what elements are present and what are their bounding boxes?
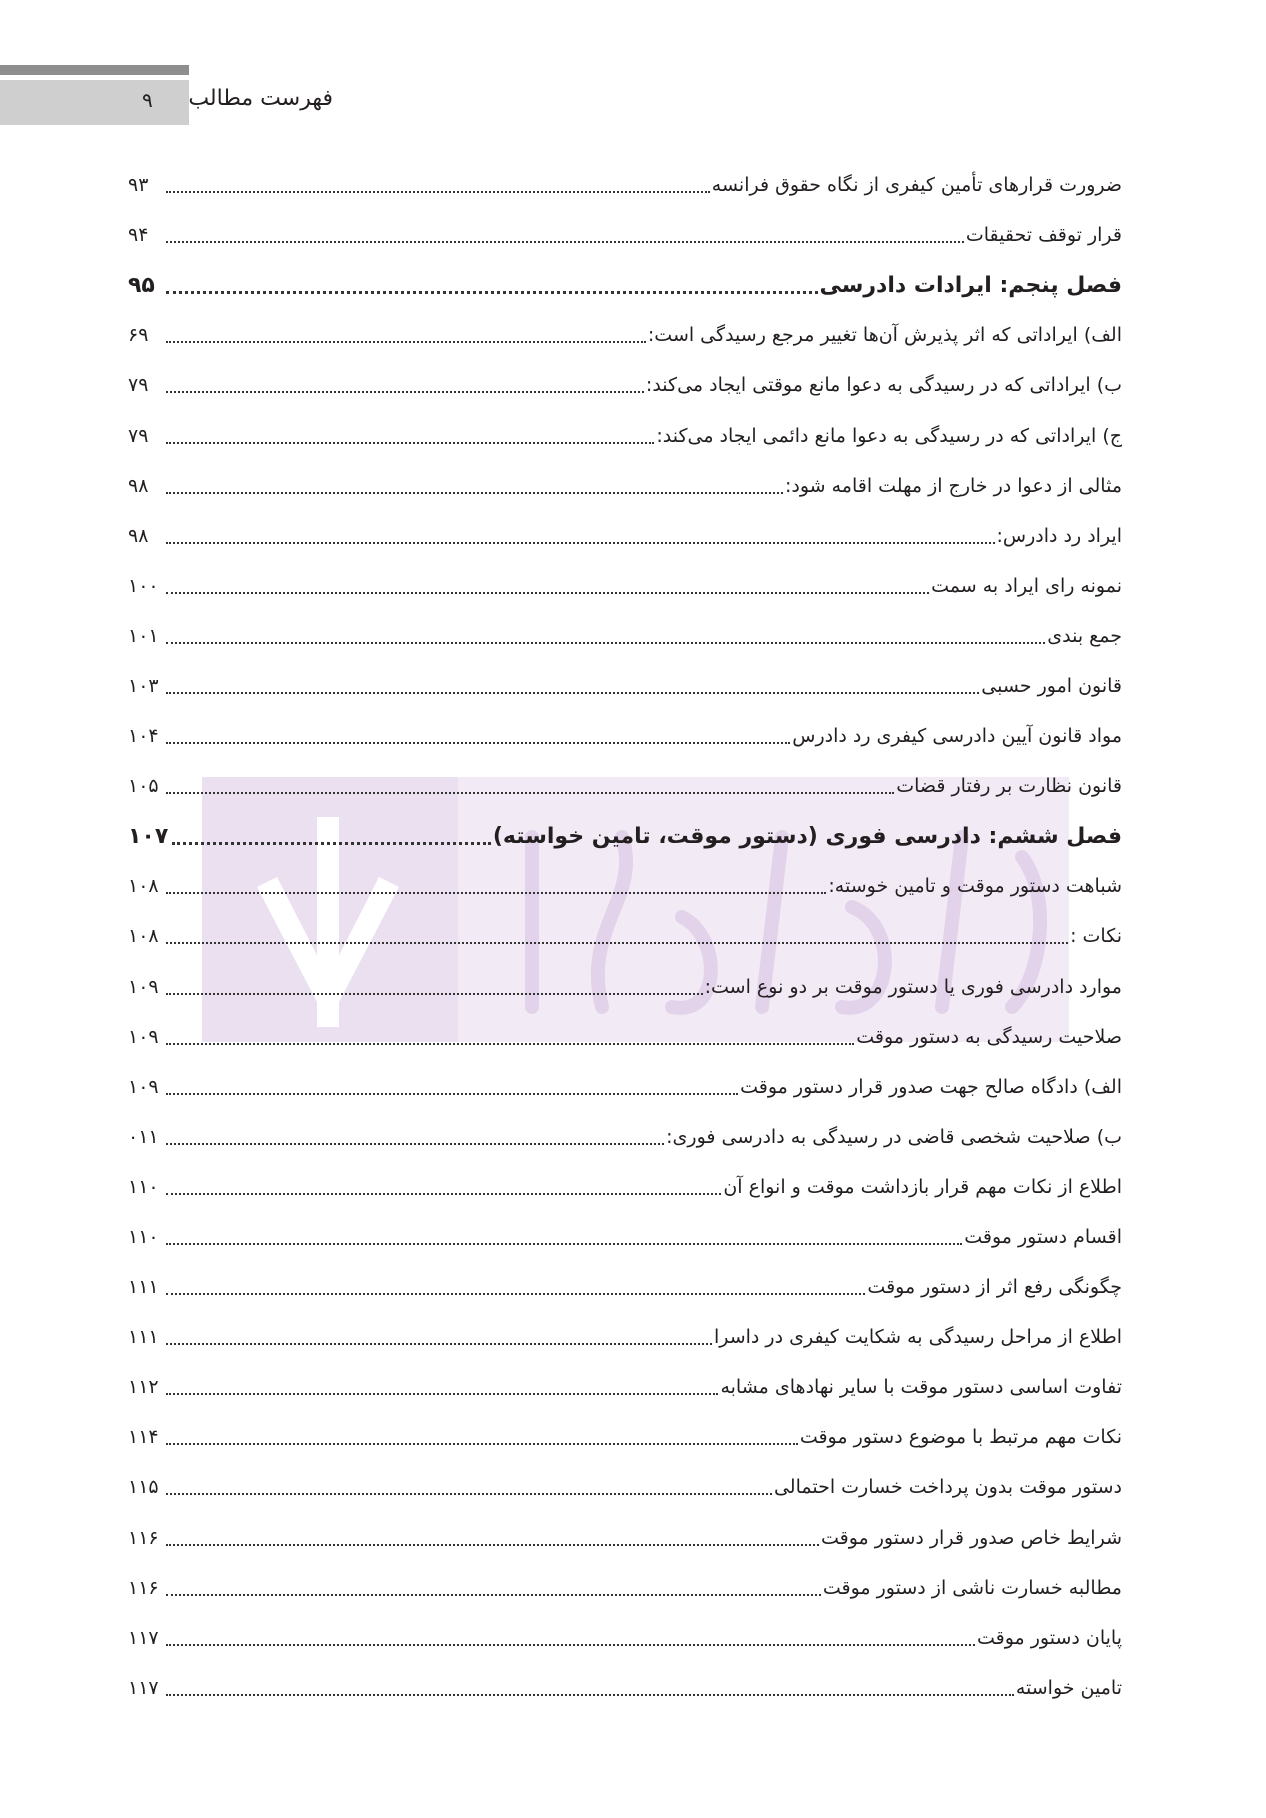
toc-entry[interactable]	[128, 360, 1122, 410]
toc-entry[interactable]	[128, 1462, 1122, 1512]
dot-leader	[166, 1443, 798, 1445]
toc-entry-page: ۱۱۶	[128, 1576, 159, 1599]
toc-entry[interactable]	[128, 711, 1122, 761]
dot-leader	[166, 1243, 962, 1245]
toc-entry-title: شرایط خاص صدور قرار دستور موقت	[820, 1526, 1122, 1549]
toc-entry-page: ۱۱۰	[128, 1226, 159, 1249]
toc-entry-title: قرار توقف تحقیقات	[965, 224, 1122, 247]
dot-leader	[166, 942, 1068, 944]
toc-entry[interactable]	[128, 1563, 1122, 1613]
toc-entry-title: اطلاع از مراحل رسیدگی به شکایت کیفری در داسرا	[713, 1326, 1122, 1349]
toc-entry-title: ضرورت قرارهای تأمین کیفری از نگاه حقوق فرانسه	[711, 174, 1122, 197]
toc-entry[interactable]	[128, 1112, 1122, 1162]
toc-entry-page: ۰۱۱	[128, 1125, 159, 1148]
toc-entry-page: ۷۹	[128, 374, 149, 397]
toc-entry[interactable]	[128, 661, 1122, 711]
header-page-box	[0, 80, 189, 125]
toc-entry-title: ایراد رد دادرس:	[996, 524, 1122, 547]
toc-entry-title: صلاحیت رسیدگی به دستور موقت	[856, 1025, 1122, 1048]
toc-entry-page: ۱۰۵	[128, 775, 159, 798]
toc-entry-title: ج) ایراداتی که در رسیدگی به دعوا مانع دائمی ایجاد می‌کند:	[656, 424, 1122, 447]
toc-entry-page: ۱۱۷	[128, 1626, 159, 1649]
dot-leader	[166, 1043, 854, 1045]
dot-leader	[166, 792, 894, 794]
dot-leader	[166, 742, 790, 744]
toc-entry-page: ۱۱۷	[128, 1676, 159, 1699]
toc-entry-title: تامین خواسته	[1015, 1676, 1122, 1699]
toc-entry[interactable]	[128, 911, 1122, 961]
toc-entry-page: ۱۱۴	[128, 1426, 159, 1449]
toc-entry[interactable]	[128, 461, 1122, 511]
toc-entry-page: ۱۱۰	[128, 1175, 159, 1198]
toc-entry-title: نکات مهم مرتبط با موضوع دستور موقت	[799, 1426, 1122, 1449]
toc-entry-title: مثالی از دعوا در خارج از مهلت اقامه شود:	[784, 474, 1122, 497]
toc-entry-title: اطلاع از نکات مهم قرار بازداشت موقت و انواع آن	[723, 1175, 1122, 1198]
dot-leader	[166, 442, 654, 444]
dot-leader	[166, 1293, 865, 1295]
toc-entry[interactable]	[128, 1212, 1122, 1262]
dot-leader	[166, 1544, 819, 1546]
dot-leader	[166, 1493, 772, 1495]
dot-leader	[166, 1644, 975, 1646]
toc-entry-page: ۱۰۹	[128, 975, 159, 998]
dot-leader	[166, 241, 964, 243]
toc-entry-title: چگونگی رفع اثر از دستور موقت	[867, 1276, 1122, 1299]
toc-entry[interactable]	[128, 611, 1122, 661]
toc-entry-page: ۱۰۱	[128, 624, 159, 647]
running-header-title: فهرست مطالب	[188, 86, 333, 111]
toc-entry-title: نکات :	[1070, 925, 1122, 948]
toc-entry-title: قانون نظارت بر رفتار قضات	[896, 775, 1122, 798]
toc-entry-page: ۱۱۶	[128, 1526, 159, 1549]
toc-entry-title: مطالبه خسارت ناشی از دستور موقت	[822, 1576, 1122, 1599]
toc-entry-page: ۹۸	[128, 524, 149, 547]
toc-entry[interactable]	[128, 1613, 1122, 1663]
toc-entry[interactable]	[128, 1312, 1122, 1362]
toc-entry-page: ۹۴	[128, 224, 149, 247]
dot-leader	[166, 1393, 718, 1395]
toc-entry[interactable]	[128, 561, 1122, 611]
toc-entry[interactable]	[128, 310, 1122, 360]
toc-entry[interactable]	[128, 861, 1122, 911]
header-decor-bar	[0, 65, 189, 75]
toc-entry-page: ۱۰۹	[128, 1025, 159, 1048]
dot-leader	[166, 1093, 738, 1095]
toc-entry[interactable]	[128, 160, 1122, 210]
dot-leader	[166, 341, 646, 343]
toc-entry-title: قانون امور حسبی	[981, 674, 1122, 697]
dot-leader	[166, 191, 710, 193]
toc-entry-page: ۹۵	[128, 272, 155, 298]
toc-entry[interactable]	[128, 410, 1122, 460]
toc-entry[interactable]	[128, 761, 1122, 811]
dot-leader	[166, 993, 703, 995]
toc-entry-page: ۷۹	[128, 424, 149, 447]
toc-entry-page: ۱۰۸	[128, 925, 159, 948]
toc-entry-page: ۱۱۵	[128, 1476, 159, 1499]
toc-entry[interactable]	[128, 1663, 1122, 1713]
dot-leader	[172, 842, 491, 845]
toc-entry[interactable]	[128, 1062, 1122, 1112]
dot-leader	[166, 692, 979, 694]
toc-entry[interactable]	[128, 1262, 1122, 1312]
dot-leader	[166, 642, 1045, 644]
table-of-contents	[128, 160, 1122, 1713]
toc-entry-page: ۱۰۳	[128, 674, 159, 697]
dot-leader	[166, 1143, 664, 1145]
dot-leader	[166, 592, 929, 594]
toc-entry-title: جمع بندی	[1047, 624, 1122, 647]
dot-leader	[166, 1343, 712, 1345]
toc-entry-title: تفاوت اساسی دستور موقت با سایر نهادهای مشابه	[720, 1376, 1122, 1399]
toc-entry-title: اقسام دستور موقت	[964, 1226, 1122, 1249]
toc-entry-page: ۱۰۸	[128, 875, 159, 898]
toc-entry[interactable]	[128, 1012, 1122, 1062]
toc-entry-title: نمونه رای ایراد به سمت	[931, 574, 1122, 597]
dot-leader	[166, 291, 818, 294]
dot-leader	[166, 542, 995, 544]
toc-entry-title: فصل پنجم: ایرادات دادرسی	[819, 272, 1122, 298]
toc-entry-page: ۶۹	[128, 324, 149, 347]
toc-entry[interactable]	[128, 511, 1122, 561]
toc-entry-title: شباهت دستور موقت و تامین خوسته:	[828, 875, 1122, 898]
toc-entry[interactable]	[128, 1412, 1122, 1462]
toc-entry-page: ۱۱۲	[128, 1376, 159, 1399]
toc-entry-title: الف) ایراداتی که اثر پذیرش آن‌ها تغییر مرجع رسیدگی است:	[647, 324, 1122, 347]
toc-entry-title: مواد قانون آیین دادرسی کیفری رد دادرس	[792, 725, 1122, 748]
dot-leader	[166, 1193, 721, 1195]
toc-entry-page: ۱۰۴	[128, 725, 159, 748]
toc-chapter-entry[interactable]	[128, 811, 1122, 861]
dot-leader	[166, 1694, 1014, 1696]
toc-entry-page: ۹۸	[128, 474, 149, 497]
dot-leader	[166, 892, 826, 894]
toc-entry-page: ۹۳	[128, 174, 149, 197]
toc-entry-title: فصل ششم: دادرسی فوری (دستور موقت، تامین خواسته)	[492, 823, 1122, 849]
toc-chapter-entry[interactable]	[128, 260, 1122, 310]
toc-entry[interactable]	[128, 962, 1122, 1012]
dot-leader	[166, 492, 783, 494]
toc-entry-title: ب) ایراداتی که در رسیدگی به دعوا مانع موقتی ایجاد می‌کند:	[645, 374, 1122, 397]
page-number: ۹	[142, 88, 153, 112]
toc-entry-title: پایان دستور موقت	[976, 1626, 1122, 1649]
toc-entry[interactable]	[128, 210, 1122, 260]
toc-entry-page: ۱۰۷	[128, 823, 169, 849]
toc-entry-page: ۱۰۰	[128, 574, 159, 597]
toc-entry-page: ۱۱۱	[128, 1326, 159, 1349]
toc-entry-title: الف) دادگاه صالح جهت صدور قرار دستور موقت	[740, 1075, 1122, 1098]
toc-entry-page: ۱۱۱	[128, 1276, 159, 1299]
dot-leader	[166, 391, 644, 393]
toc-entry[interactable]	[128, 1162, 1122, 1212]
dot-leader	[166, 1594, 821, 1596]
toc-entry-title: دستور موقت بدون پرداخت خسارت احتمالی	[773, 1476, 1122, 1499]
toc-entry-page: ۱۰۹	[128, 1075, 159, 1098]
toc-entry[interactable]	[128, 1362, 1122, 1412]
toc-entry[interactable]	[128, 1513, 1122, 1563]
toc-entry-title: ب) صلاحیت شخصی قاضی در رسیدگی به دادرسی فوری:	[666, 1125, 1122, 1148]
toc-entry-title: موارد دادرسی فوری یا دستور موقت بر دو نوع است:	[704, 975, 1122, 998]
